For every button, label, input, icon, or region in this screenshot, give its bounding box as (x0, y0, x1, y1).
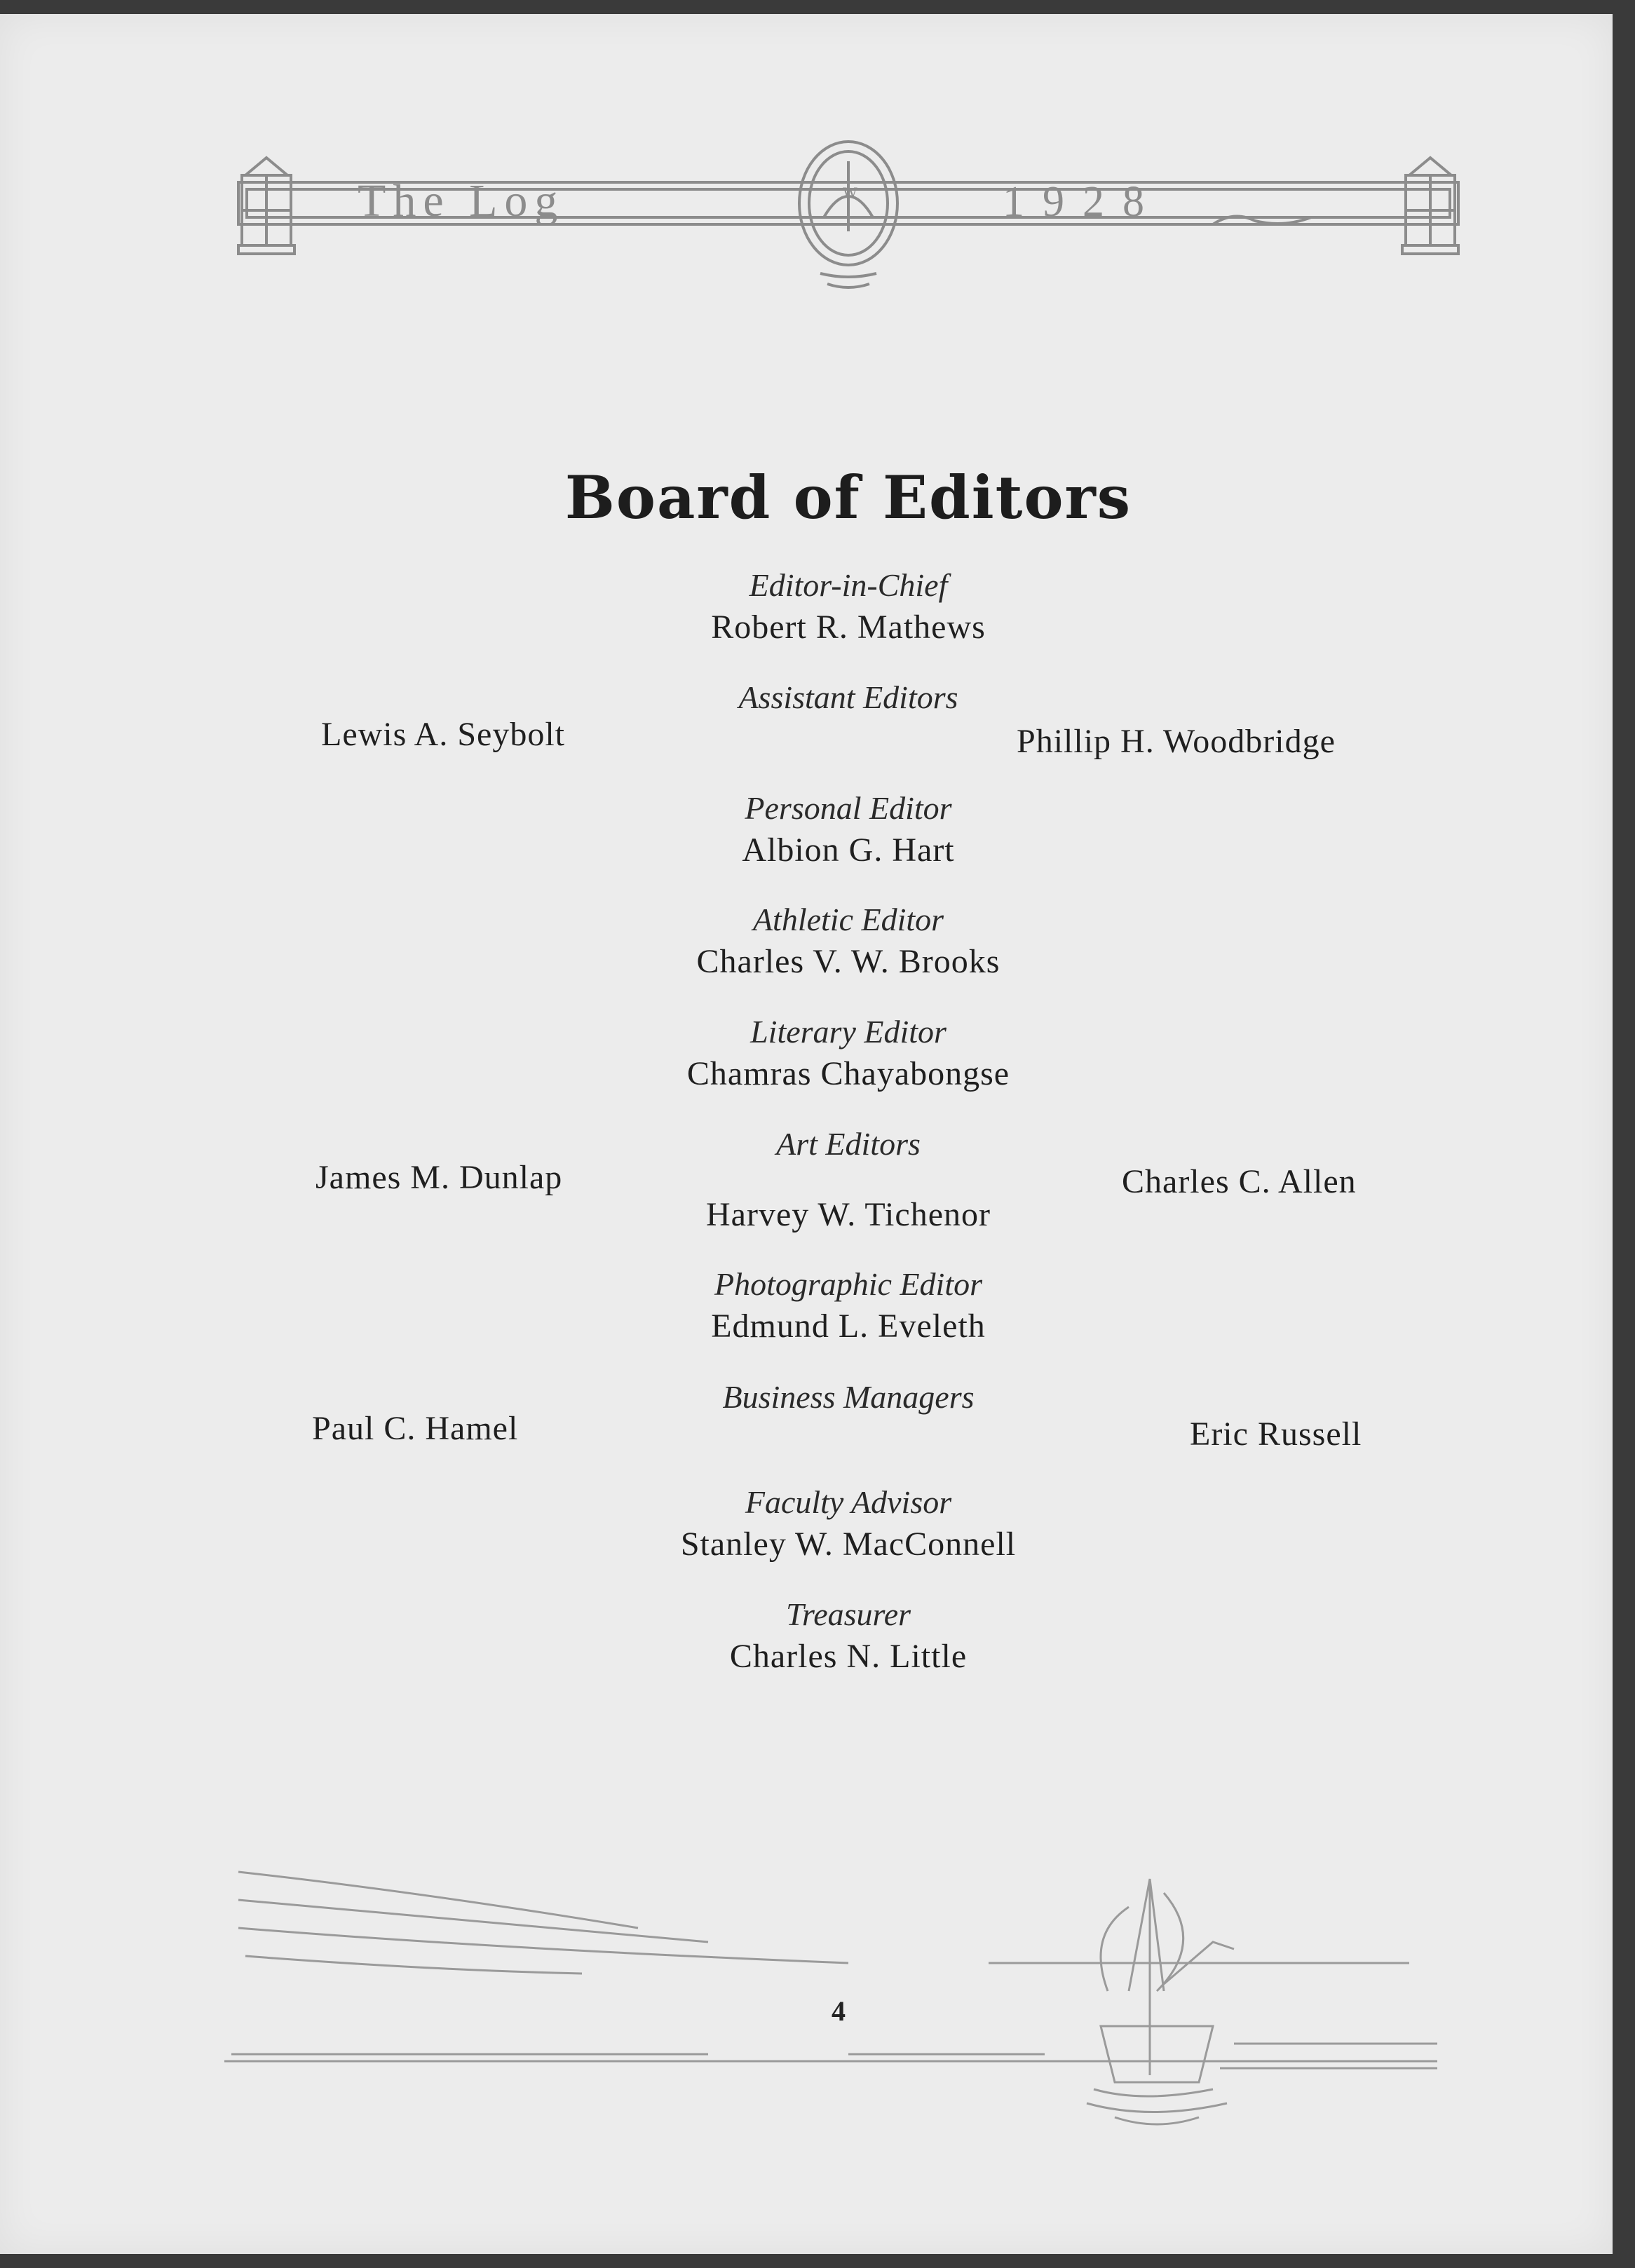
person-name: Chamras Chayabongse (686, 1055, 1010, 1092)
role-label: Photographic Editor (714, 1266, 983, 1302)
person-name-left: Lewis A. Seybolt (321, 716, 565, 753)
role-label: Faculty Advisor (745, 1484, 952, 1520)
person-name-right: Charles C. Allen (1122, 1163, 1357, 1200)
person-name: Robert R. Mathews (711, 609, 986, 646)
role-label: Literary Editor (750, 1014, 947, 1050)
section-personal-editor (0, 787, 1635, 871)
role-label: Personal Editor (745, 790, 952, 826)
role-label: Art Editors (776, 1126, 921, 1162)
section-treasurer (0, 1594, 1635, 1678)
sailing-ship-icon (1087, 1879, 1234, 2124)
header-year-text: 1928 (1003, 178, 1162, 226)
person-name: Stanley W. MacConnell (680, 1526, 1017, 1563)
role-label: Editor-in-Chief (749, 567, 948, 603)
section-art-editors-center (0, 1194, 1635, 1236)
page-number: 4 (832, 1995, 846, 2027)
header-title-text: The Log (358, 175, 565, 226)
person-name: Harvey W. Tichenor (706, 1196, 991, 1233)
section-business-managers (0, 1376, 1635, 1418)
section-athletic-editor (0, 899, 1635, 983)
document-page (0, 14, 1613, 2254)
person-name: Charles N. Little (729, 1638, 968, 1675)
person-name: Edmund L. Eveleth (711, 1308, 986, 1345)
header-ornament (231, 133, 1465, 301)
person-name-right: Eric Russell (1190, 1415, 1362, 1453)
section-photographic-editor (0, 1263, 1635, 1347)
ship-emblem-icon (799, 142, 897, 287)
page-title: Board of Editors (564, 463, 1132, 532)
section-art-editors (0, 1123, 1635, 1165)
section-editor-in-chief (0, 564, 1635, 649)
role-label: Business Managers (722, 1379, 975, 1415)
role-label: Assistant Editors (738, 679, 958, 715)
section-assistant-editors (0, 677, 1635, 719)
role-label: Treasurer (785, 1596, 911, 1632)
person-name-left: James M. Dunlap (316, 1159, 563, 1196)
person-name: Albion G. Hart (742, 831, 955, 869)
person-name-left: Paul C. Hamel (312, 1410, 519, 1447)
role-label: Athletic Editor (752, 902, 944, 937)
emblem-letter: W (843, 184, 857, 201)
section-literary-editor (0, 1011, 1635, 1095)
section-faculty-advisor (0, 1481, 1635, 1566)
person-name-right: Phillip H. Woodbridge (1017, 723, 1336, 760)
person-name: Charles V. W. Brooks (696, 943, 1000, 980)
